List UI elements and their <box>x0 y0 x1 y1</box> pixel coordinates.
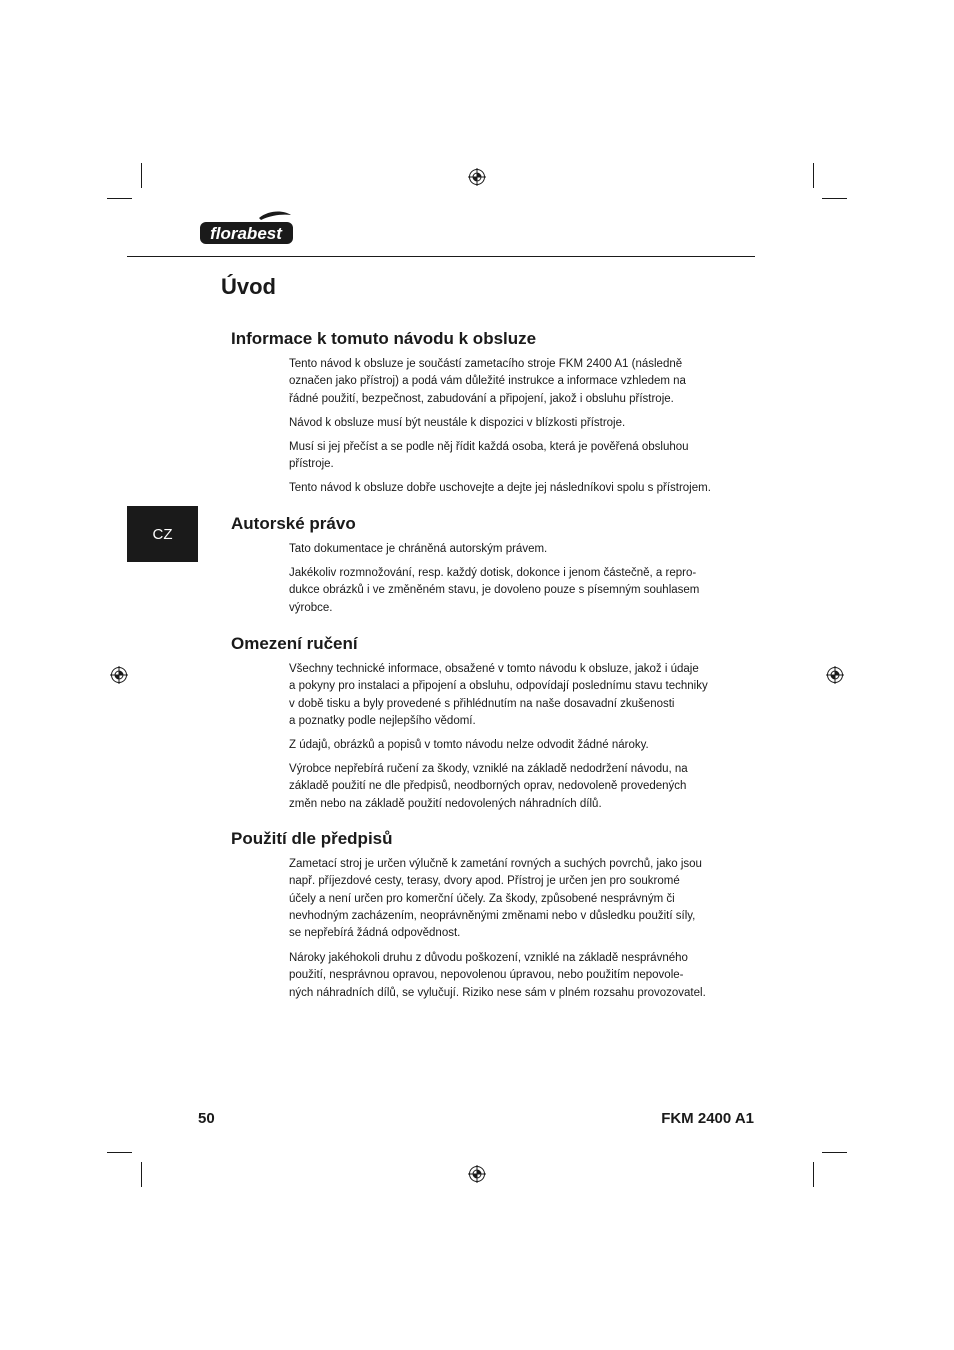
section-heading: Autorské právo <box>231 514 356 533</box>
paragraph <box>289 356 739 408</box>
paragraph <box>289 661 739 730</box>
header-rule <box>127 256 755 257</box>
crop-mark-top-right-h <box>822 198 847 199</box>
registration-mark-icon <box>468 168 486 186</box>
florabest-logo <box>199 210 295 246</box>
page-number: 50 <box>198 1110 215 1127</box>
crop-mark-bottom-right-h <box>822 1152 847 1153</box>
text-line: Výrobce nepřebírá ručení za škody, vzniklé na základě nedodržení návodu, na <box>289 763 688 775</box>
text-line: účely a není určen pro komerční účely. Za škody, způsobené nesprávným či <box>289 892 675 905</box>
text-line: použití, nesprávnou opravou, nepovolenou úpravou, nebo použitím nepovole- <box>289 969 684 982</box>
registration-mark-icon <box>826 666 844 684</box>
paragraph <box>289 856 739 942</box>
registration-mark-icon <box>468 1165 486 1183</box>
text-line: a pokyny pro instalaci a připojení a obsluhu, odpovídají poslednímu stavu techniky <box>289 680 708 693</box>
text-line: označen jako přístroj) a podá vám důležité instrukce a informace vzhledem na <box>289 375 686 388</box>
text-line: Návod k obsluze musí být neustále k dispozici v blízkosti přístroje. <box>289 417 626 429</box>
text-line: ných náhradních dílů, se vylučují. Riziko nese sám v plném rozsahu provozovatel. <box>289 986 706 999</box>
language-tab-label: CZ <box>152 525 173 543</box>
text-line: Z údajů, obrázků a popisů v tomto návodu nelze odvodit žádné nároky. <box>289 739 649 751</box>
page-title: Úvod <box>221 274 276 299</box>
text-line: Zametací stroj je určen výlučně k zametání rovných a suchých povrchů, jako jsou <box>289 858 702 870</box>
crop-mark-bottom-right-v <box>813 1162 814 1187</box>
language-tab <box>127 506 198 562</box>
text-line: se nepřebírá žádná odpovědnost. <box>289 927 461 940</box>
paragraph <box>289 480 739 497</box>
text-line: změn nebo na základě použití nedovolených náhradních dílů. <box>289 797 602 810</box>
paragraph <box>289 541 739 558</box>
section-heading: Informace k tomuto návodu k obsluze <box>231 329 537 348</box>
text-line: Tento návod k obsluze dobře uschovejte a dejte jej následníkovi spolu s přístrojem. <box>289 482 711 494</box>
crop-mark-bottom-left-v <box>141 1162 142 1187</box>
paragraph <box>289 415 739 432</box>
registration-mark-icon <box>110 666 128 684</box>
text-line: Nároky jakéhokoli druhu z důvodu poškození, vzniklé na základě nesprávného <box>289 952 688 964</box>
text-line: přístroje. <box>289 458 334 471</box>
model-number: FKM 2400 A1 <box>661 1110 754 1127</box>
text-line: nevhodným zacházením, neoprávněnými změnami nebo v důsledku použití síly, <box>289 909 696 922</box>
paragraph <box>289 950 739 1002</box>
text-line: a poznatky podle nejlepšího vědomí. <box>289 714 476 727</box>
paragraph <box>289 565 739 617</box>
crop-mark-bottom-left-h <box>107 1152 132 1153</box>
crop-mark-top-right-v <box>813 163 814 188</box>
text-line: řádné použití, bezpečnost, zabudování a připojení, jakož i obsluhu přístroje. <box>289 392 674 405</box>
paragraph <box>289 439 739 474</box>
text-line: základě použití ne dle předpisů, neodborných oprav, nedovoleně provedených <box>289 780 687 793</box>
text-line: v době tisku a byly provedené s přihlédnutím na naše dosavadní zkušenosti <box>289 697 675 710</box>
crop-mark-top-left-h <box>107 198 132 199</box>
text-line: Tento návod k obsluze je součástí zametacího stroje FKM 2400 A1 (následně <box>289 358 683 370</box>
logo-text: florabest <box>210 224 282 243</box>
section-heading: Omezení ručení <box>231 634 358 653</box>
paragraph <box>289 737 739 754</box>
text-line: výrobce. <box>289 601 333 614</box>
text-line: Tato dokumentace je chráněná autorským právem. <box>289 543 548 555</box>
crop-mark-top-left-v <box>141 163 142 188</box>
section-heading: Použití dle předpisů <box>231 829 393 848</box>
text-line: Musí si jej přečíst a se podle něj řídit každá osoba, která je pověřená obsluhou <box>289 441 689 453</box>
text-line: např. příjezdové cesty, terasy, dvory apod. Přístroj je určen jen pro soukromé <box>289 875 680 888</box>
text-line: Všechny technické informace, obsažené v tomto návodu k obsluze, jakož i údaje <box>289 663 699 675</box>
text-line: Jakékoliv rozmnožování, resp. každý dotisk, dokonce i jenom částečně, a repro- <box>289 567 697 579</box>
paragraph <box>289 761 739 813</box>
text-line: dukce obrázků i ve změněném stavu, je dovoleno pouze s písemným souhlasem <box>289 584 700 597</box>
